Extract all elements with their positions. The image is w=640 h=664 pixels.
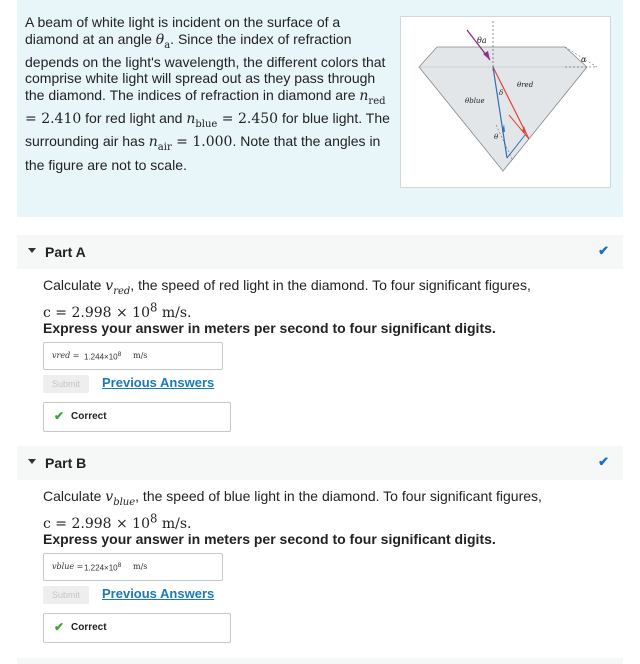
- intro-text-2: . Since the index of refraction depends on the light's wavelength, the different colors that comprise white light will spread out as they pass through the diamond. The indices of refraction in diamond are: [25, 30, 386, 103]
- question-text-2: , the speed of blue light in the diamond. To four significant figures,: [135, 488, 542, 504]
- part-b-answer-field[interactable]: [43, 553, 223, 581]
- n-symbol: n: [359, 87, 369, 104]
- n-symbol: n: [186, 111, 196, 128]
- part-b-question: [43, 488, 603, 532]
- theta-red-label: θred: [517, 81, 534, 89]
- c-value: c = 2.998 × 10: [43, 305, 150, 322]
- collapse-caret-icon[interactable]: [28, 248, 36, 253]
- correct-check-icon: ✔: [54, 620, 65, 634]
- theta-a-label: θa: [477, 36, 487, 45]
- blue-subscript: blue: [195, 118, 218, 130]
- theta-bottom-label: θ: [494, 133, 499, 141]
- collapse-caret-icon[interactable]: [28, 459, 36, 464]
- intro-text-3: for red light and: [81, 110, 187, 127]
- answer-unit: m/s: [133, 562, 148, 571]
- v-symbol: v: [105, 278, 114, 294]
- answer-unit: m/s: [133, 351, 148, 360]
- v-subscript: blue: [113, 496, 136, 508]
- v-blue-symbol: [105, 489, 136, 508]
- v-subscript: red: [113, 285, 131, 297]
- answer-value: [84, 562, 121, 573]
- air-subscript: air: [157, 142, 172, 154]
- equals-sign: =: [171, 134, 193, 151]
- completed-check-icon: ✔: [598, 243, 609, 258]
- alpha-label: α: [581, 55, 587, 64]
- part-a-answer-field[interactable]: [43, 342, 223, 370]
- intro-paragraph: [25, 14, 615, 188]
- equals-sign: =: [217, 111, 238, 128]
- question-text-2: , the speed of red light in the diamond. To four significant figures,: [130, 277, 531, 293]
- n-air-symbol: [148, 134, 172, 154]
- delta-label: δ: [499, 89, 504, 97]
- n-symbol: n: [148, 134, 158, 151]
- previous-answers-link[interactable]: Previous Answers: [102, 586, 215, 601]
- submit-button[interactable]: Submit: [43, 586, 89, 604]
- submit-button[interactable]: Submit: [43, 375, 89, 393]
- c-exponent: 8: [150, 511, 158, 526]
- answer-mantissa: 1.224×10: [84, 563, 118, 573]
- n-blue-value: 2.450: [237, 111, 279, 128]
- part-a-question: [43, 277, 603, 321]
- question-text: Calculate: [43, 488, 106, 504]
- previous-answers-link[interactable]: Previous Answers: [102, 375, 215, 390]
- n-blue-symbol: [186, 111, 218, 130]
- feedback-label: Correct: [71, 622, 107, 633]
- c-exponent: 8: [150, 300, 158, 315]
- diamond-figure: [400, 16, 611, 188]
- completed-check-icon: ✔: [598, 454, 609, 469]
- theta-subscript: a: [164, 39, 171, 51]
- answer-exponent: 8: [117, 562, 122, 569]
- n-red-symbol: [359, 87, 386, 107]
- part-a-instruction: Express your answer in meters per second to four significant digits.: [43, 320, 496, 336]
- n-air-value: 1.000: [192, 134, 233, 151]
- part-a-title: Part A: [45, 244, 86, 260]
- correct-feedback: [43, 613, 231, 643]
- part-b-title: Part B: [45, 455, 87, 471]
- theta-symbol: θ: [155, 31, 165, 48]
- correct-feedback: [43, 402, 231, 432]
- answer-label: vblue =: [52, 562, 84, 571]
- diamond-diagram: [401, 17, 610, 187]
- question-text: Calculate: [43, 277, 106, 293]
- answer-mantissa: 1.244×10: [84, 352, 118, 362]
- intro-text-1: A beam of white light is incident on the surface of a diamond at an angle: [25, 14, 341, 47]
- answer-exponent: 8: [117, 351, 122, 358]
- part-b-instruction: Express your answer in meters per second to four significant digits.: [43, 531, 496, 547]
- theta-a-symbol: [155, 31, 171, 51]
- c-unit: m/s.: [157, 305, 192, 322]
- equals-sign: =: [25, 111, 42, 128]
- red-subscript: red: [368, 95, 386, 107]
- c-value: c = 2.998 × 10: [43, 516, 150, 533]
- part-a-header[interactable]: [17, 235, 623, 269]
- feedback-label: Correct: [71, 411, 107, 422]
- problem-intro: [17, 0, 623, 217]
- diamond-shape: [419, 47, 587, 171]
- correct-check-icon: ✔: [54, 409, 65, 423]
- answer-label: vred =: [52, 351, 80, 360]
- v-symbol: v: [105, 489, 114, 505]
- n-red-value: 2.410: [41, 111, 82, 128]
- c-unit: m/s.: [157, 516, 192, 533]
- v-red-symbol: [105, 278, 131, 297]
- intro-text-4: for blue light. The surrounding air has: [25, 110, 390, 150]
- next-part-strip: [17, 658, 623, 664]
- part-b-header[interactable]: [17, 446, 623, 480]
- answer-value: [84, 351, 121, 362]
- theta-blue-label: θblue: [465, 97, 485, 105]
- intro-text-5: . Note that the angles in the figure are not to scale.: [25, 133, 381, 173]
